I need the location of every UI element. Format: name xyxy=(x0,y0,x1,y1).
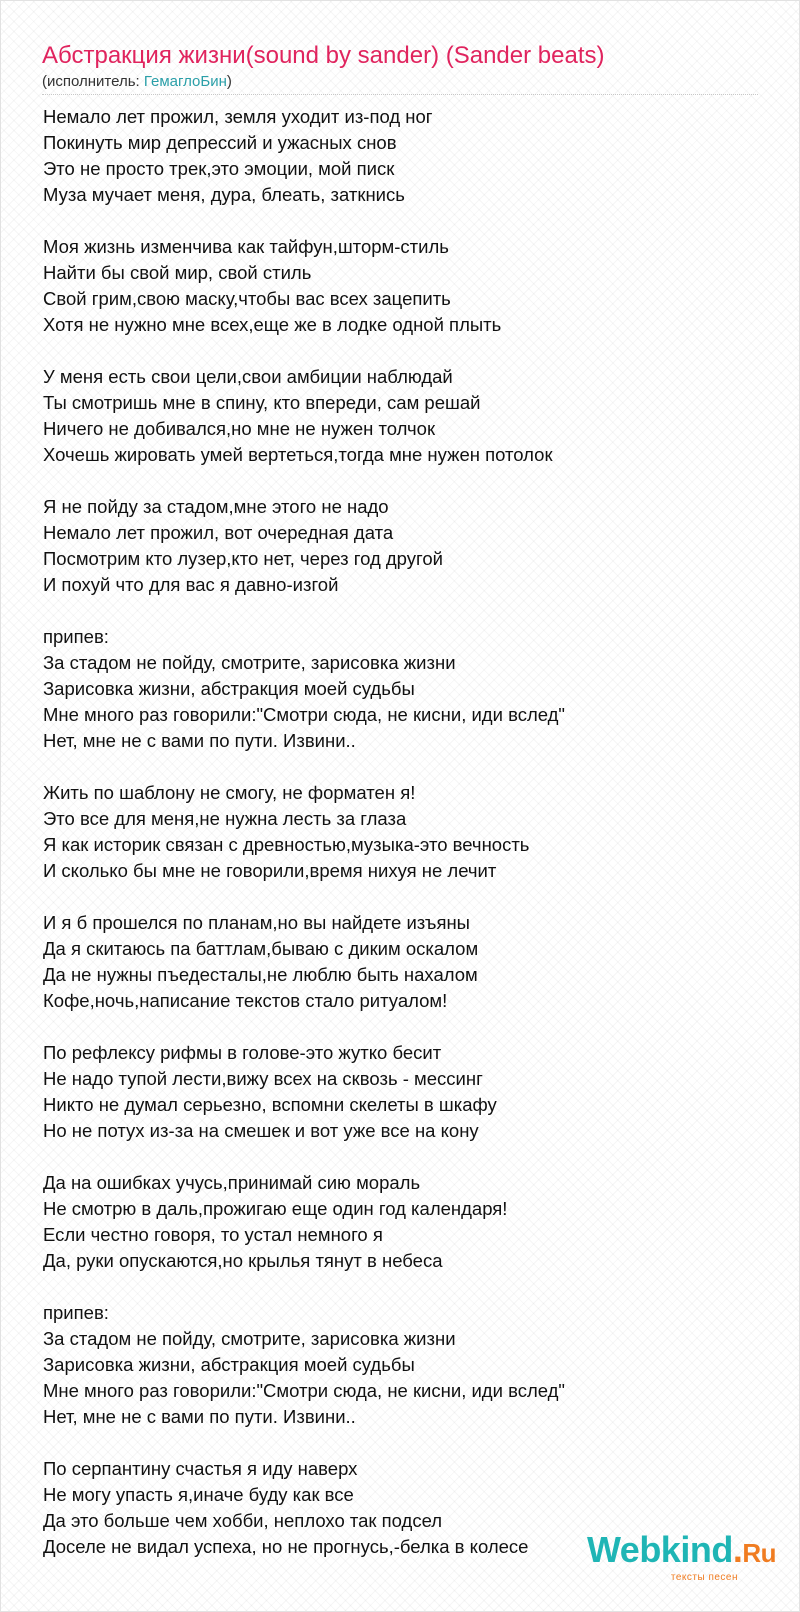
lyrics-stanza xyxy=(43,780,763,884)
lyric-line: Кофе,ночь,написание текстов стало ритуалом! xyxy=(43,990,448,1011)
lyric-line: Доселе не видал успеха, но не прогнусь,-белка в колесе xyxy=(43,1536,529,1557)
lyric-line: И я б прошелся по планам,но вы найдете изъяны xyxy=(43,912,470,933)
lyric-line: Никто не думал серьезно, вспомни скелеты в шкафу xyxy=(43,1094,497,1115)
logo-word: Webkind xyxy=(586,1529,733,1570)
artist-link[interactable]: ГемаглоБин xyxy=(143,73,227,90)
lyric-line: Посмотрим кто лузер,кто нет, через год другой xyxy=(43,548,443,569)
song-title: Абстракция жизни(sound by sander) (Sander beats) xyxy=(42,42,605,69)
lyric-line: Мне много раз говорили:"Смотри сюда, не кисни, иди вслед" xyxy=(43,704,565,725)
lyrics-stanza xyxy=(43,1170,763,1274)
lyric-line: Это не просто трек,это эмоции, мой писк xyxy=(43,158,395,179)
lyric-line: Не смотрю в даль,прожигаю еще один год календаря! xyxy=(43,1198,508,1219)
lyric-line: Найти бы свой мир, свой стиль xyxy=(43,262,312,283)
lyric-line: Свой грим,свою маску,чтобы вас всех зацепить xyxy=(43,288,451,309)
logo-wordmark xyxy=(587,1531,776,1572)
lyric-line: Ничего не добивался,но мне не нужен толчок xyxy=(43,418,436,439)
lyric-line: И похуй что для вас я давно-изгой xyxy=(43,574,339,595)
lyric-line: Нет, мне не с вами по пути. Извини.. xyxy=(43,1406,356,1427)
lyric-line: Жить по шаблону не смогу, не форматен я! xyxy=(43,782,416,803)
lyrics-stanza xyxy=(43,494,763,598)
lyric-line: Немало лет прожил, вот очередная дата xyxy=(43,522,394,543)
lyrics-stanza xyxy=(43,910,763,1014)
lyric-line: Да на ошибках учусь,принимай сию мораль xyxy=(43,1172,421,1193)
artist-line xyxy=(42,72,232,92)
lyric-line: Да я скитаюсь па баттлам,бываю с диким оскалом xyxy=(43,938,479,959)
lyric-line: У меня есть свои цели,свои амбиции наблюдай xyxy=(43,366,453,387)
artist-suffix: ) xyxy=(226,73,232,90)
lyric-line: Да, руки опускаются,но крылья тянут в небеса xyxy=(43,1250,443,1271)
lyric-line: Не могу упасть я,иначе буду как все xyxy=(43,1484,354,1505)
lyric-line: По серпантину счастья я иду наверх xyxy=(43,1458,358,1479)
lyrics-stanza xyxy=(43,1040,763,1144)
lyric-line: Покинуть мир депрессий и ужасных снов xyxy=(43,132,397,153)
lyric-line: припев: xyxy=(43,1302,109,1323)
lyric-line: Я не пойду за стадом,мне этого не надо xyxy=(43,496,389,517)
lyric-line: И сколько бы мне не говорили,время нихуя не лечит xyxy=(43,860,497,881)
lyric-line: Мне много раз говорили:"Смотри сюда, не кисни, иди вслед" xyxy=(43,1380,565,1401)
lyric-line: Но не потух из-за на смешек и вот уже все на кону xyxy=(43,1120,479,1141)
lyric-line: Да это больше чем хобби, неплохо так подсел xyxy=(43,1510,443,1531)
lyric-line: Ты смотришь мне в спину, кто впереди, сам решай xyxy=(43,392,481,413)
lyric-line: Не надо тупой лести,вижу всех на сквозь - мессинг xyxy=(43,1068,483,1089)
lyric-line: Хотя не нужно мне всех,еще же в лодке одной плыть xyxy=(43,314,502,335)
lyric-line: Да не нужны пъедесталы,не люблю быть нахалом xyxy=(43,964,478,985)
lyrics-stanza xyxy=(43,624,763,754)
lyric-line: Зарисовка жизни, абстракция моей судьбы xyxy=(43,1354,415,1375)
logo-tld: Ru xyxy=(742,1538,776,1568)
webkind-logo xyxy=(587,1531,776,1584)
lyric-line: припев: xyxy=(43,626,109,647)
lyric-line: По рефлексу рифмы в голове-это жутко бесит xyxy=(43,1042,442,1063)
header-divider xyxy=(42,94,758,95)
lyrics-stanza xyxy=(43,364,763,468)
lyrics-stanza xyxy=(43,1300,763,1430)
lyrics-stanza xyxy=(43,234,763,338)
lyric-line: Немало лет прожил, земля уходит из-под ног xyxy=(43,106,433,127)
lyric-line: Муза мучает меня, дура, блеать, заткнись xyxy=(43,184,405,205)
lyric-line: Моя жизнь изменчива как тайфун,шторм-стиль xyxy=(43,236,449,257)
lyric-line: Если честно говоря, то устал немного я xyxy=(43,1224,383,1245)
lyric-line: Это все для меня,не нужна лесть за глаза xyxy=(43,808,407,829)
lyric-line: За стадом не пойду, смотрите, зарисовка жизни xyxy=(43,1328,456,1349)
logo-tagline: тексты песен xyxy=(670,1572,738,1583)
lyrics-stanza xyxy=(43,104,763,208)
lyric-line: Хочешь жировать умей вертеться,тогда мне нужен потолок xyxy=(43,444,553,465)
lyric-line: Я как историк связан с древностью,музыка-это вечность xyxy=(43,834,530,855)
lyric-line: Нет, мне не с вами по пути. Извини.. xyxy=(43,730,356,751)
lyrics-body xyxy=(43,104,763,1586)
lyric-line: Зарисовка жизни, абстракция моей судьбы xyxy=(43,678,415,699)
artist-prefix: (исполнитель: xyxy=(42,73,144,90)
lyric-line: За стадом не пойду, смотрите, зарисовка жизни xyxy=(43,652,456,673)
logo-dot: . xyxy=(732,1529,743,1570)
